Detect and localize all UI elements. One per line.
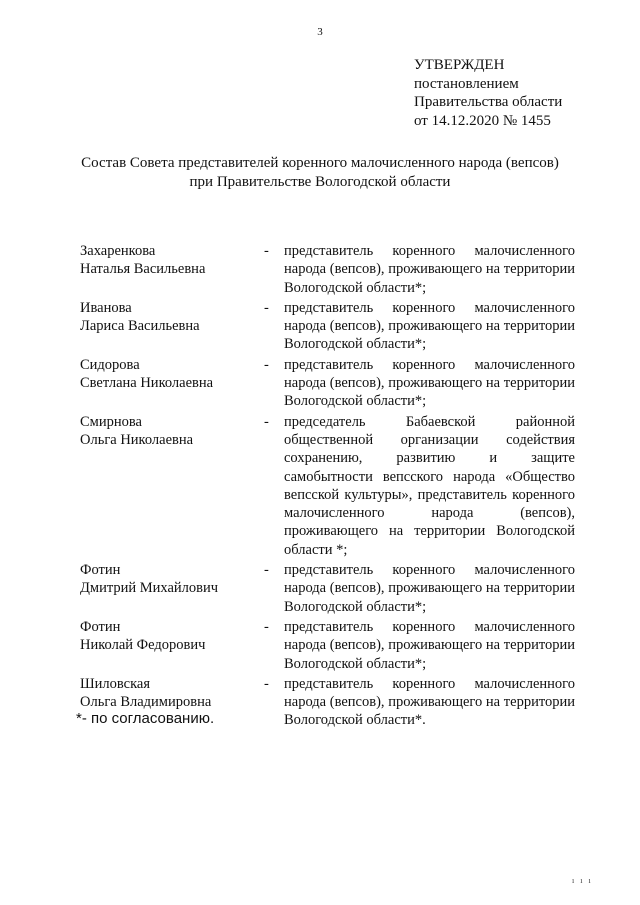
approval-line-3: Правительства области [414, 94, 563, 110]
member-row [80, 561, 580, 616]
member-given-name: Ольга Владимировна [80, 694, 212, 711]
member-surname: Смирнова [80, 413, 142, 430]
corner-mark: ı ı ı [572, 876, 593, 885]
member-role: представитель коренного малочисленного народа (вепсов), проживающего на территории Вологодской области*; [284, 299, 575, 353]
member-role: представитель коренного малочисленного народа (вепсов), проживающего на территории Вологодской области*; [284, 562, 575, 615]
member-name [80, 242, 264, 297]
member-role: представитель коренного малочисленного народа (вепсов), проживающего на территории Вологодской области*; [284, 243, 575, 296]
member-dash: - [264, 618, 269, 635]
member-row [80, 356, 580, 411]
member-surname: Иванова [80, 299, 132, 316]
member-row [80, 413, 580, 559]
member-dash: - [264, 299, 269, 316]
footnote: *- по согласованию. [76, 710, 215, 727]
member-surname: Фотин [80, 562, 121, 579]
approval-line-4: от 14.12.2020 № 1455 [414, 112, 551, 129]
member-surname: Фотин [80, 618, 121, 635]
member-name [80, 299, 264, 354]
approval-stamp [414, 56, 624, 130]
member-given-name: Николай Федорович [80, 637, 206, 654]
member-role: представитель коренного малочисленного народа (вепсов), проживающего на территории Вологодской области*; [284, 356, 575, 410]
page-number: 3 [317, 26, 323, 38]
member-given-name: Наталья Васильевна [80, 261, 206, 278]
member-surname: Шиловская [80, 675, 151, 692]
title-line-2: при Правительстве Вологодской области [189, 174, 451, 190]
member-name [80, 561, 264, 616]
member-given-name: Светлана Николаевна [80, 375, 214, 392]
member-surname: Захаренкова [80, 243, 156, 259]
member-name [80, 413, 264, 559]
document-title [0, 154, 640, 192]
member-role: представитель коренного малочисленного народа (вепсов), проживающего на территории Вологодской области*; [284, 618, 575, 672]
member-given-name: Ольга Николаевна [80, 431, 194, 448]
member-row [80, 242, 580, 297]
member-role: представитель коренного малочисленного народа (вепсов), проживающего на территории Вологодской области*. [284, 675, 575, 729]
member-role: председатель Бабаевской районной общественной организации содействия сохранению, развитию и защите самобытности вепсского народа «Общество вепсской культуры», представитель коренного малочисленного народа (вепсов), проживающего на территории Вологодской области *; [284, 413, 575, 558]
members-list [80, 242, 580, 732]
member-row [80, 299, 580, 354]
approval-line-1: УТВЕРЖДЕН [414, 57, 505, 73]
member-name [80, 356, 264, 411]
member-dash: - [264, 243, 269, 259]
member-dash: - [264, 675, 269, 692]
member-surname: Сидорова [80, 356, 140, 373]
member-given-name: Дмитрий Михайлович [80, 580, 219, 597]
approval-line-2: постановлением [414, 75, 519, 92]
member-name [80, 618, 264, 673]
member-dash: - [264, 356, 269, 373]
title-line-1: Состав Совета представителей коренного малочисленного народа (вепсов) [81, 155, 559, 171]
member-dash: - [264, 562, 269, 579]
member-row [80, 618, 580, 673]
member-given-name: Лариса Васильевна [80, 318, 200, 335]
member-dash: - [264, 413, 269, 430]
